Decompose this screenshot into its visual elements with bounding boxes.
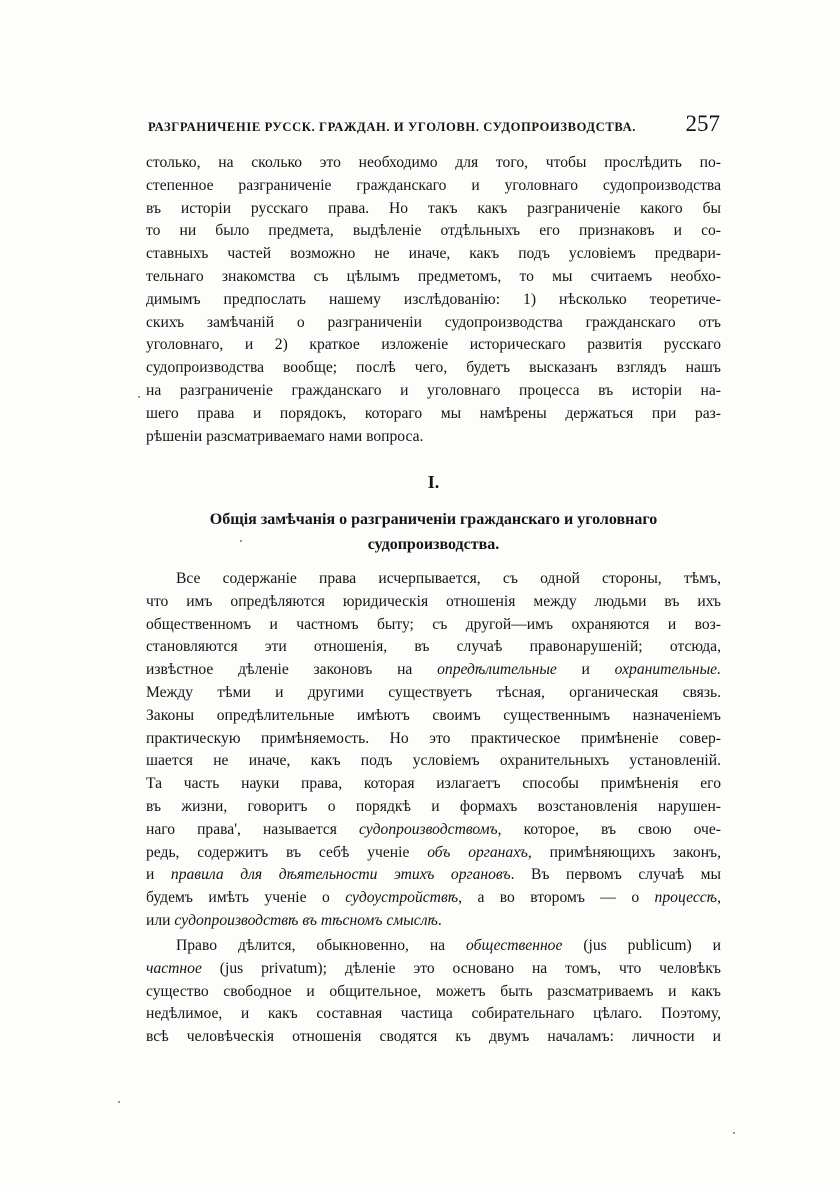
text-line: что имъ опредѣляются юридическія отношенія между людьми въ ихъ — [146, 592, 721, 610]
italic-term: процессѣ — [654, 889, 718, 907]
italic-term: правила для дѣятельности этихъ органовъ — [170, 866, 511, 884]
text-line — [146, 864, 721, 887]
section-title — [146, 507, 721, 557]
text-line: тельнаго знакомства съ цѣлымъ предметомъ, то мы считаемъ необхо- — [146, 267, 721, 285]
text-line: скихъ замѣчаній о разграниченіи судопроизводства гражданскаго отъ — [146, 313, 721, 331]
scan-speck — [118, 1101, 120, 1103]
text-line: степенное разграниченіе гражданскаго и уголовнаго судопроизводства — [146, 176, 721, 194]
italic-term: судопроизводствомъ — [358, 820, 498, 838]
text-line — [146, 910, 721, 933]
scan-speck — [733, 1132, 735, 1134]
paragraph-intro — [146, 152, 721, 448]
text-line: ставныхъ частей возможно не иначе, какъ подъ условіемъ предвари- — [146, 245, 721, 263]
text-line: димымъ предпослать нашему изслѣдованію: 1) нѣсколько теоретиче- — [146, 290, 721, 308]
italic-term: судопроизводствѣ въ тѣсномъ смыслѣ — [174, 911, 438, 929]
text-run: , — [717, 889, 721, 907]
text-run: , а во второмъ — о — [458, 889, 655, 907]
text-run: . Въ первомъ случаѣ мы — [510, 866, 721, 884]
italic-term: охранительные. — [614, 661, 721, 679]
text-line — [146, 958, 721, 981]
text-run: будемъ имѣть ученіе о — [146, 889, 346, 907]
italic-term: объ органахъ — [427, 843, 528, 861]
text-line — [146, 819, 721, 842]
text-run: (jus privatum); дѣленіе это основано на томъ, что человѣкъ — [201, 959, 721, 977]
running-title: РАЗГРАНИЧЕНІЕ РУССК. ГРАЖДАН. И УГОЛОВН. СУДОПРОИЗВОДСТВА. — [148, 120, 637, 134]
paragraph-law-division — [146, 935, 721, 1049]
text-line: существо свободное и общительное, можетъ быть разсматриваемъ и какъ — [146, 982, 721, 1000]
paragraph-general-remarks — [146, 568, 721, 933]
text-run: редь, содержитъ въ себѣ ученіе — [146, 843, 428, 861]
section-title-line: судопроизводства. — [367, 536, 500, 553]
text-line: Между тѣми и другими существуетъ тѣсная, органическая связь. — [146, 683, 721, 701]
text-run: извѣстное дѣленіе законовъ на — [146, 661, 438, 679]
text-run: (jus publicum) и — [562, 937, 721, 954]
text-run: или — [146, 911, 175, 929]
text-line: всѣ человѣческія отношенія сводятся къ двумъ началамъ: личности и — [146, 1028, 721, 1046]
text-run: . — [437, 911, 442, 929]
text-line: шего права и порядокъ, котораго мы намѣрены держаться при раз- — [146, 404, 721, 422]
text-line: рѣшеніи разсматриваемаго нами вопроса. — [146, 427, 424, 445]
text-line: въ исторіи русскаго права. Но такъ какъ разграниченіе какого бы — [146, 199, 721, 217]
text-line: въ жизни, говоритъ о порядкѣ и формахъ возстановленія нарушен- — [146, 797, 721, 815]
text-line: уголовнаго, и 2) краткое изложеніе историческаго развитія русскаго — [146, 336, 721, 354]
page-number: 257 — [685, 111, 720, 136]
text-line — [146, 935, 721, 958]
text-run: наго права', называется — [146, 820, 359, 838]
text-line: на разграниченіе гражданскаго и уголовнаго процесса въ исторіи на- — [146, 381, 721, 399]
text-line: практическую примѣняемость. Но это практическое примѣненіе совер- — [146, 729, 721, 747]
text-line: становляются эти отношенія, въ случаѣ правонарушеній; отсюда, — [146, 638, 721, 656]
italic-term: частное — [146, 959, 202, 977]
section-number: I. — [427, 472, 440, 492]
text-line: судопроизводства вообще; послѣ чего, будетъ высказанъ взглядъ нашъ — [146, 359, 721, 377]
section-title-line: Общія замѣчанія о разграниченіи гражданскаго и уголовнаго — [209, 511, 658, 528]
text-line: общественномъ и частномъ быту; съ другой—имъ охраняются и воз- — [146, 615, 721, 633]
text-line: Все содержаніе права исчерпывается, съ одной стороны, тѣмъ, — [176, 570, 721, 587]
italic-term: общественное — [466, 937, 563, 954]
text-run: , примѣняющихъ законъ, — [527, 843, 721, 861]
text-line: столько, на сколько это необходимо для того, чтобы прослѣдить по- — [146, 154, 721, 171]
text-run: и — [556, 661, 615, 679]
page-header — [146, 111, 720, 141]
italic-term: опредѣлительные — [437, 661, 557, 679]
italic-term: судоустройствѣ — [345, 889, 459, 907]
text-line — [146, 887, 721, 910]
text-line: недѣлимое, и какъ составная частица собирательнаго цѣлаго. Поэтому, — [146, 1005, 721, 1023]
text-line — [146, 842, 721, 865]
text-line — [146, 659, 721, 682]
text-run: и — [146, 866, 171, 884]
text-run: , которое, въ свою оче- — [497, 820, 721, 838]
text-line: Та часть науки права, которая излагаетъ способы примѣненія его — [146, 775, 721, 793]
text-line: шается не иначе, какъ подъ условіемъ охранительныхъ установленій. — [146, 752, 721, 770]
text-line: то ни было предмета, выдѣленіе отдѣльныхъ его признаковъ и со- — [146, 222, 721, 240]
text-run: Право дѣлится, обыкновенно, на — [176, 937, 467, 954]
text-line: Законы опредѣлительные имѣютъ своимъ существеннымъ назначеніемъ — [146, 706, 721, 724]
scan-speck — [240, 540, 242, 542]
scan-speck — [138, 396, 140, 398]
